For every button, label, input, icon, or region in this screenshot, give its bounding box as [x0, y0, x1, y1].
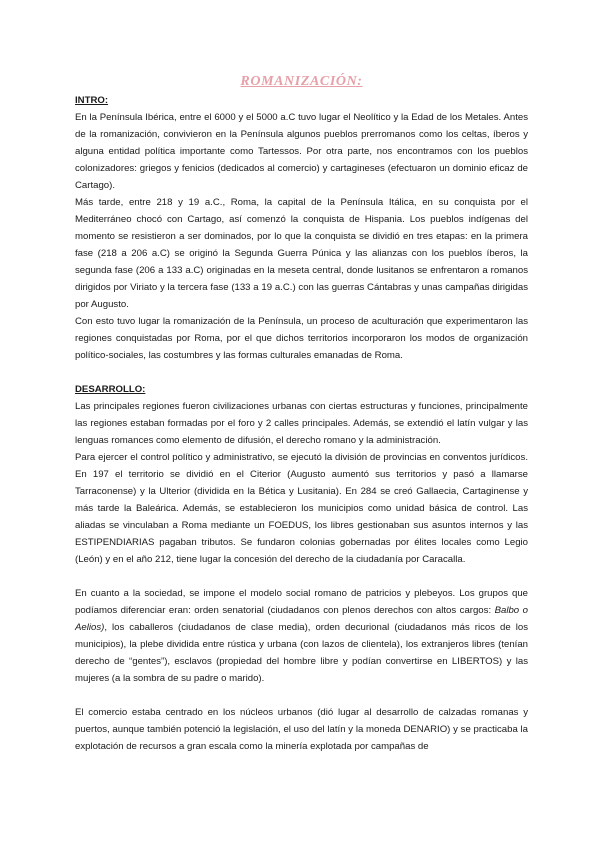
- intro-heading: INTRO:: [75, 95, 109, 106]
- society-text-end: , los caballeros (ciudadanos de clase media), orden decurional (ciudadanos más ricos de los municipios), la plebe dividida entre rústica y urbana (con lazos de clientela), los extranjeros libres (tenían derecho de “gentes”), esclavos (propiedad del hombre libre y podían convertirse en LIBERTOS) y las mujeres (a la sombra de su padre o marido).: [75, 622, 528, 684]
- society-text-italic: Balbo o Aelios): [75, 605, 528, 633]
- paragraph-spacer: [75, 687, 528, 704]
- desarrollo-paragraph-2: Para ejercer el control político y administrativo, se ejecutó la división de provincias en conventos jurídicos. En 197 el territorio se dividió en el Citerior (Augusto aumentó sus territorios y pasó a llamarse Tarraconense) y la Ulterior (dividida en la Bética y Lusitania). En 284 se creó Gallaecia, Cartaginense y más tarde la Baleárica. Además, se establecieron los municipios como unidad básica de control. Las aliadas se vinculaban a Roma mediante un FOEDUS, los libres gestionaban sus asuntos internos y las ESTIPENDIARIAS pagaban tributos. Se fundaron colonias gobernadas por élites locales como Legio (León) y en el año 212, tiene lugar la concesión del derecho de la ciudadanía por Caracalla.: [75, 452, 528, 565]
- desarrollo-paragraph-3: [75, 585, 528, 687]
- desarrollo-paragraph-4: El comercio estaba centrado en los núcleos urbanos (dió lugar al desarrollo de calzadas romanas y puertos, aunque también potenció la legislación, el uso del latín y la moneda DENARIO) y se practicaba la explotación de recursos a gran escala como la minería explotada por campañas de: [75, 707, 528, 752]
- intro-paragraph-1: En la Península Ibérica, entre el 6000 y el 5000 a.C tuvo lugar el Neolítico y la Edad de los Metales. Antes de la romanización, convivieron en la Península algunos pueblos prerromanos como los celtas, íberos y alguna entidad política importante como Tartessos. Por otra parte, nos encontramos con los pueblos colonizadores: griegos y fenicios (dedicados al comercio) y cartagineses (efectuaron un dominio eficaz de Cartago).: [75, 112, 528, 191]
- document-title: ROMANIZACIÓN:: [240, 74, 363, 89]
- section-spacer: [75, 364, 528, 381]
- society-text-start: En cuanto a la sociedad, se impone el modelo social romano de patricios y plebeyos. Los grupos que podíamos diferenciar eran: orden senatorial (ciudadanos con plenos derechos con altos cargos:: [75, 588, 528, 616]
- desarrollo-paragraph-1: Las principales regiones fueron civilizaciones urbanas con ciertas estructuras y funciones, principalmente las regiones estaban formadas por el foro y 2 calles principales. Además, se extendió el latín vulgar y las lenguas romances como elemento de difusión, el derecho romano y la administración.: [75, 401, 528, 446]
- paragraph-spacer: [75, 568, 528, 585]
- desarrollo-heading: DESARROLLO:: [75, 384, 146, 395]
- intro-paragraph-3: Con esto tuvo lugar la romanización de la Península, un proceso de aculturación que experimentaron las regiones conquistadas por Roma, por el que dichos territorios incorporaron los modos de organización político-sociales, las costumbres y las formas culturales emanadas de Roma.: [75, 316, 528, 361]
- intro-paragraph-2: Más tarde, entre 218 y 19 a.C., Roma, la capital de la Península Itálica, en su conquista por el Mediterráneo chocó con Cartago, así comenzó la conquista de Hispania. Los pueblos indígenas del momento se resistieron a ser dominados, por lo que la conquista se dividió en tres etapas: en la primera fase (218 a 206 a.C) se originó la Segunda Guerra Púnica y las alianzas con los pueblos íberos, la segunda fase (206 a 133 a.C) originadas en la meseta central, donde lusitanos se enfrentaron a romanos dirigidos por Viriato y la tercera fase (133 a 19 a.C.) con las guerras Cántabras y unas campañas dirigidas por Augusto.: [75, 197, 528, 310]
